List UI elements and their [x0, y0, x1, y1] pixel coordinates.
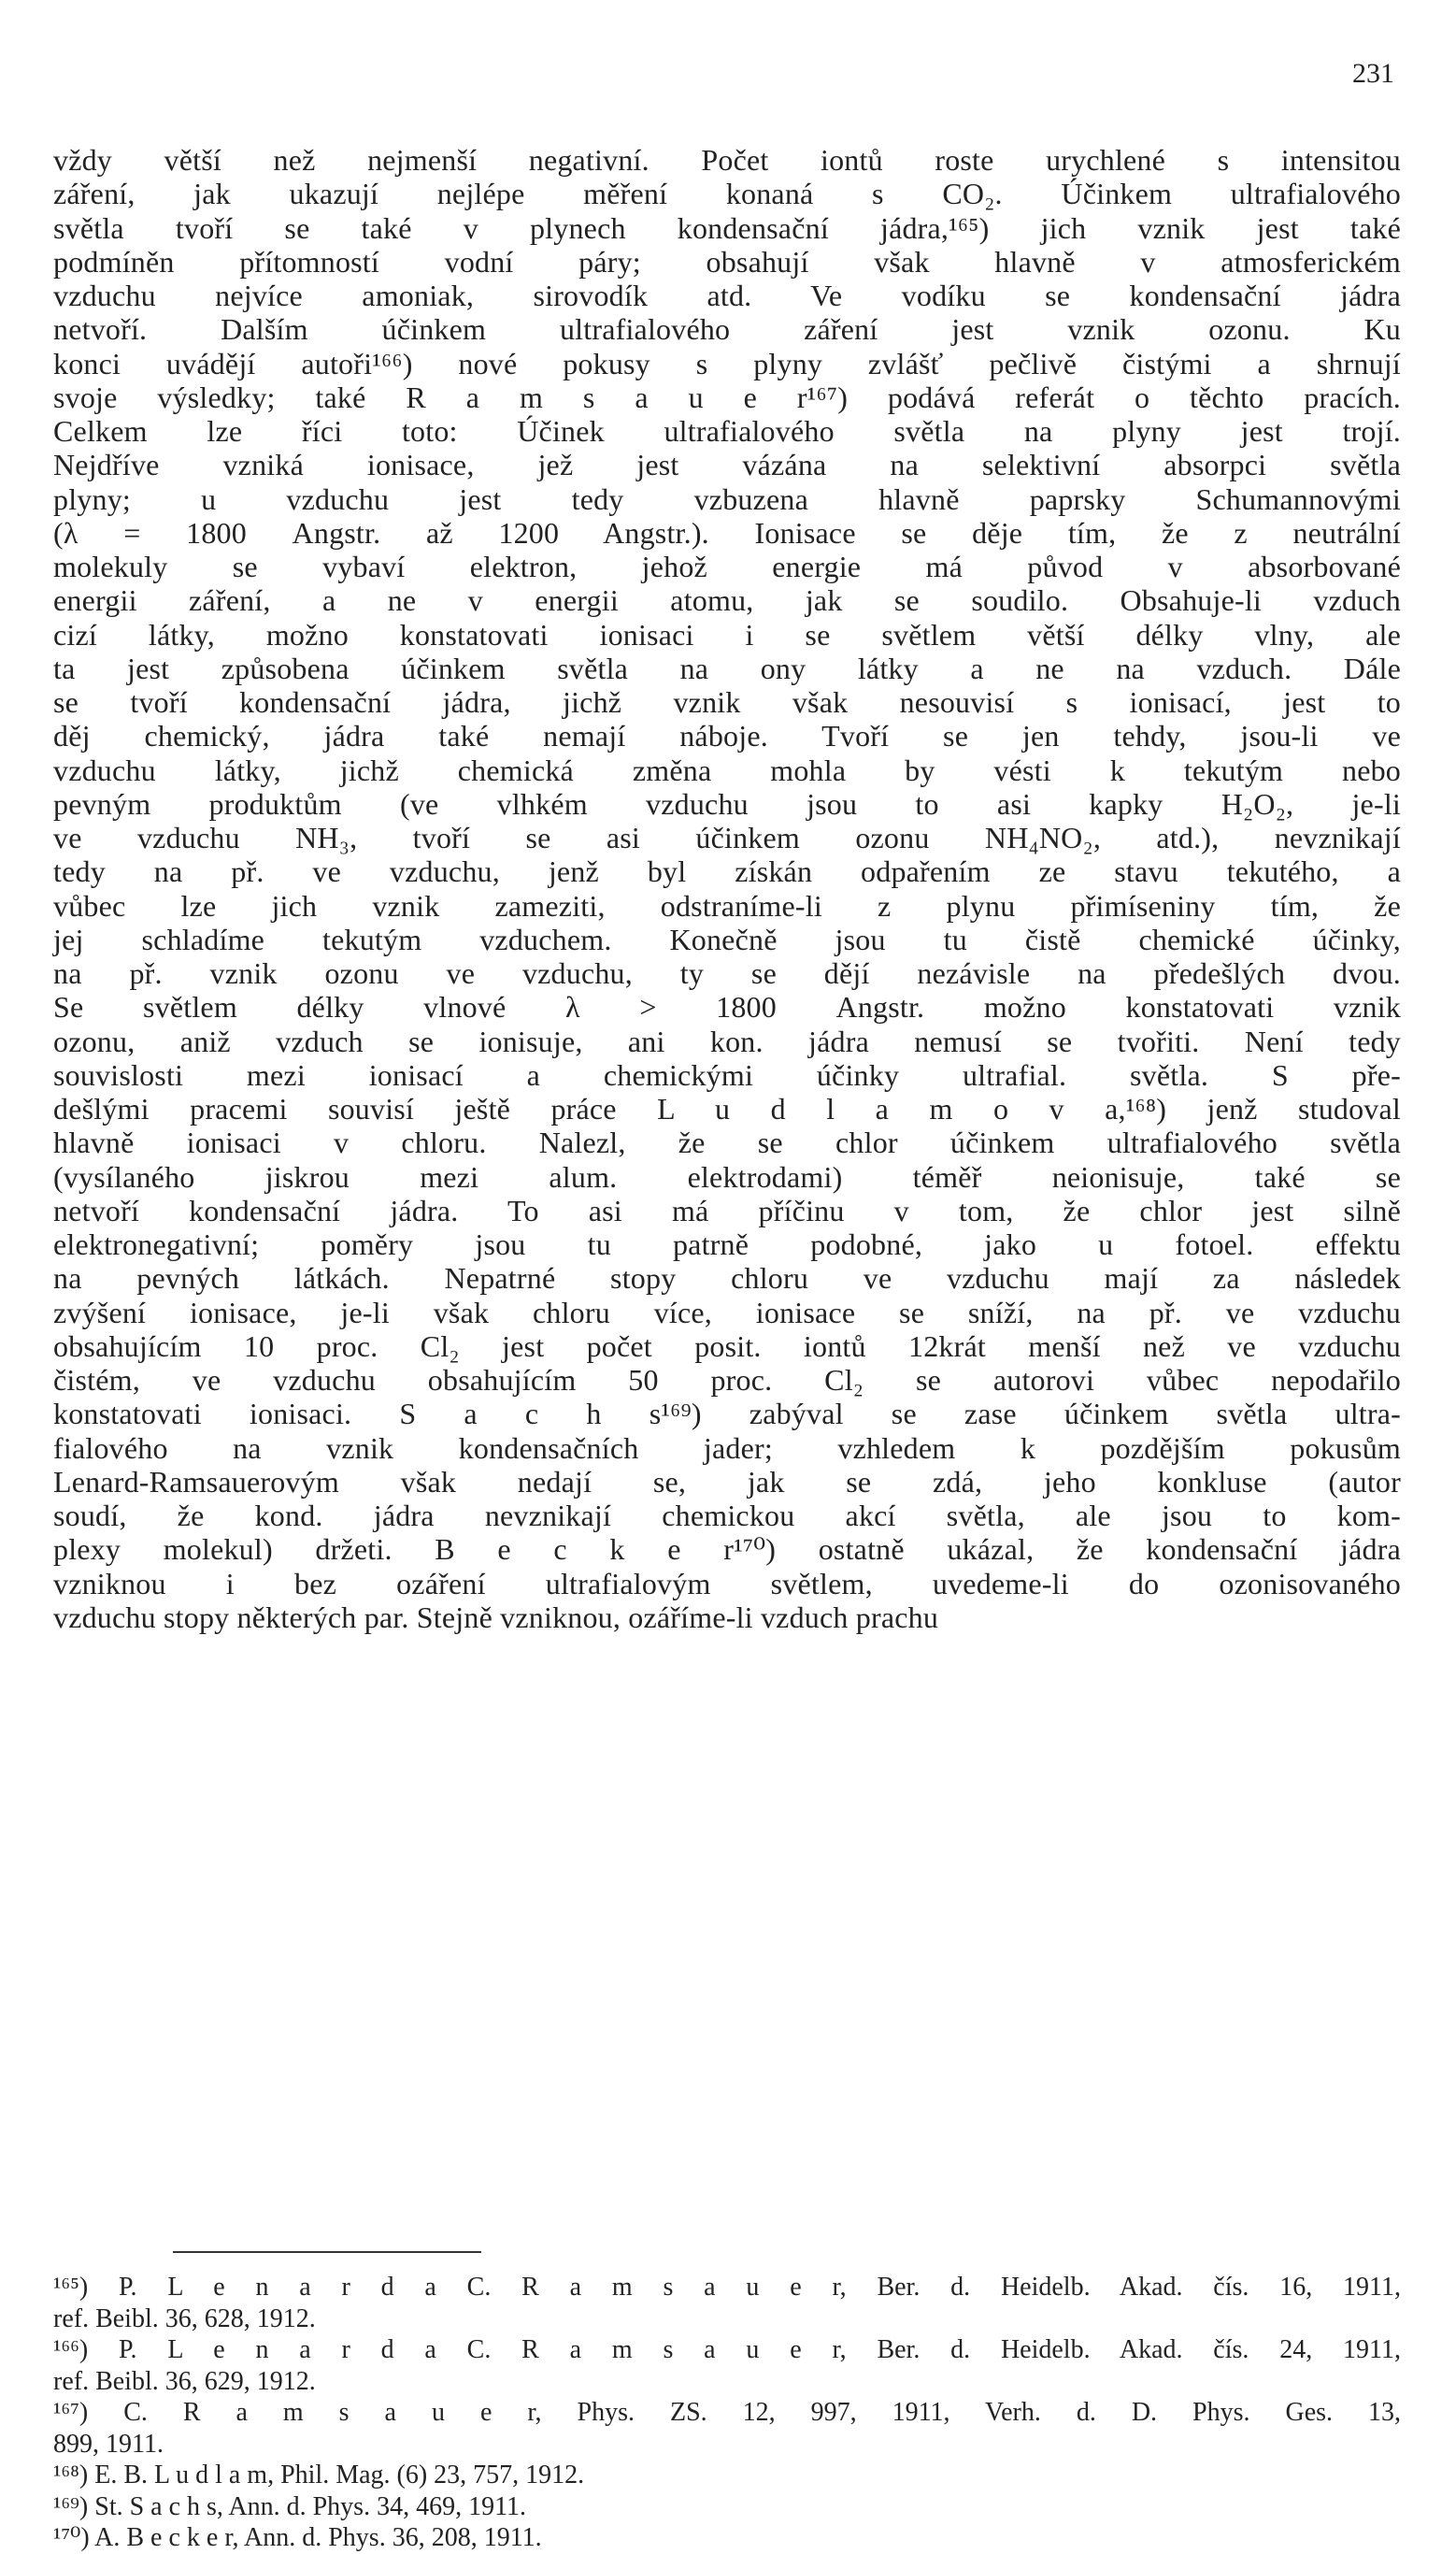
body-text-line: (λ = 1800 Angstr. až 1200 Angstr.). Ionisace se děje tím, že z neutrální: [53, 515, 1401, 550]
body-text-line: čistém, ve vzduchu obsahujícím 50 proc. Cl₂ se autorovi vůbec nepodařilo: [53, 1363, 1401, 1397]
body-text-line: vzduchu stopy některých par. Stejně vzniknou, ozáříme-li vzduch prachu: [53, 1600, 939, 1634]
body-text-line: podmíněn přítomností vodní páry; obsahují však hlavně v atmosferickém: [53, 244, 1401, 279]
body-text-line: vzduchu látky, jichž chemická změna mohla by vésti k tekutým nebo: [53, 753, 1401, 787]
body-text-line: plyny; u vzduchu jest tedy vzbuzena hlavně paprsky Schumannovými: [53, 481, 1401, 516]
body-text-line: tedy na př. ve vzduchu, jenž byl získán odpařením ze stavu tekutého, a: [53, 854, 1401, 889]
body-text-line: molekuly se vybaví elektron, jehož energie má původ v absorbované: [53, 550, 1401, 583]
body-text: [53, 143, 1401, 1634]
body-text-line: netvoří kondensační jádra. To asi má příčinu v tom, že chlor jest silně: [53, 1193, 1401, 1227]
body-text-line: konstatovati ionisaci. S a c h s¹⁶⁹) zabýval se zase účinkem světla ultra-: [53, 1397, 1401, 1431]
footnote-line: ¹⁶⁹) St. S a c h s, Ann. d. Phys. 34, 469, 1911.: [53, 2491, 527, 2521]
body-text-line: Se světlem délky vlnové λ > 1800 Angstr. možno konstatovati vznik: [53, 990, 1401, 1025]
body-text-line: elektronegativní; poměry jsou tu patrně podobné, jako u fotoel. effektu: [53, 1227, 1401, 1261]
footnote-line: ref. Beibl. 36, 628, 1912.: [53, 2303, 316, 2333]
body-text-line: dešlými pracemi souvisí ještě práce L u d l a m o v a,¹⁶⁸) jenž studoval: [53, 1092, 1401, 1126]
body-text-line: záření, jak ukazují nejlépe měření konaná s CO₂. Účinkem ultrafialového: [53, 177, 1401, 211]
footnote-line: ¹⁶⁵) P. L e n a r d a C. R a m s a u e r, Ber. d. Heidelb. Akad. čís. 16, 1911,: [53, 2273, 1401, 2302]
body-text-line: netvoří. Dalším účinkem ultrafialového záření jest vznik ozonu. Ku: [53, 312, 1401, 347]
body-text-line: souvislosti mezi ionisací a chemickými účinky ultrafial. světla. S pře-: [53, 1057, 1401, 1092]
footnote-line: ref. Beibl. 36, 629, 1912.: [53, 2366, 316, 2396]
footnote-line: ¹⁶⁸) E. B. L u d l a m, Phil. Mag. (6) 23, 757, 1912.: [53, 2461, 585, 2489]
footnote-line: ¹⁶⁶) P. L e n a r d a C. R a m s a u e r, Ber. d. Heidelb. Akad. čís. 24, 1911,: [53, 2335, 1401, 2364]
body-text-line: cizí látky, možno konstatovati ionisaci i se světlem větší délky vlny, ale: [53, 617, 1401, 652]
body-text-line: vzniknou i bez ozáření ultrafialovým světlem, uvedeme-li do ozonisovaného: [53, 1566, 1401, 1600]
body-text-line: (vysílaného jiskrou mezi alum. elektrodami) téměř neionisuje, také se: [53, 1159, 1401, 1194]
footnote-separator-rule: [173, 2251, 481, 2253]
footnote-line: ¹⁷⁰) A. B e c k e r, Ann. d. Phys. 36, 208, 1911.: [53, 2523, 542, 2552]
body-text-line: hlavně ionisaci v chloru. Nalezl, že se chlor účinkem ultrafialového světla: [53, 1126, 1401, 1160]
body-text-line: zvýšení ionisace, je-li však chloru více, ionisace se sníží, na př. ve vzduchu: [53, 1295, 1401, 1329]
footnotes: [53, 2272, 1401, 2554]
body-text-line: děj chemický, jádra také nemají náboje. Tvoří se jen tehdy, jsou-li ve: [53, 719, 1401, 753]
body-text-line: jej schladíme tekutým vzduchem. Konečně jsou tu čistě chemické účinky,: [53, 922, 1401, 956]
body-text-line: na pevných látkách. Nepatrné stopy chloru ve vzduchu mají za následek: [53, 1261, 1401, 1296]
body-text-line: vzduchu nejvíce amoniak, sirovodík atd. Ve vodíku se kondensační jádra: [53, 279, 1401, 312]
body-text-line: ozonu, aniž vzduch se ionisuje, ani kon. jádra nemusí se tvořiti. Není tedy: [53, 1024, 1401, 1058]
body-text-line: soudí, že kond. jádra nevznikají chemickou akcí světla, ale jsou to kom-: [53, 1499, 1401, 1532]
body-text-line: Lenard-Ramsauerovým však nedají se, jak se zdá, jeho konkluse (autor: [53, 1464, 1401, 1499]
body-text-line: ve vzduchu NH₃, tvoří se asi účinkem ozonu NH₄NO₂, atd.), nevznikají: [53, 821, 1401, 854]
body-text-line: fialového na vznik kondensačních jader; vzhledem k pozdějším pokusům: [53, 1430, 1401, 1465]
body-text-line: obsahujícím 10 proc. Cl₂ jest počet posit. iontů 12krát menší než ve vzduchu: [53, 1328, 1401, 1363]
body-text-line: vůbec lze jich vznik zameziti, odstraníme-li z plynu přimíseniny tím, že: [53, 888, 1401, 923]
body-text-line: energii záření, a ne v energii atomu, jak se soudilo. Obsahuje-li vzduch: [53, 583, 1401, 618]
body-text-line: na př. vznik ozonu ve vzduchu, ty se dějí nezávisle na předešlých dvou.: [53, 956, 1401, 990]
body-text-line: pevným produktům (ve vlhkém vzduchu jsou to asi kapky H₂O₂, je-li: [53, 786, 1401, 821]
page-number: 231: [1352, 58, 1394, 89]
body-text-line: svoje výsledky; také R a m s a u e r¹⁶⁷) podává referát o těchto pracích.: [53, 380, 1401, 414]
body-text-line: plexy molekul) držeti. B e c k e r¹⁷⁰) ostatně ukázal, že kondensační jádra: [53, 1532, 1401, 1567]
footnote-line: ¹⁶⁷) C. R a m s a u e r, Phys. ZS. 12, 997, 1911, Verh. d. D. Phys. Ges. 13,: [53, 2398, 1401, 2427]
body-text-line: se tvoří kondensační jádra, jichž vznik však nesouvisí s ionisací, jest to: [53, 685, 1401, 719]
body-text-line: Nejdříve vzniká ionisace, jež jest vázána na selektivní absorpci světla: [53, 448, 1401, 482]
body-text-line: Celkem lze říci toto: Účinek ultrafialového světla na plyny jest trojí.: [53, 414, 1401, 448]
body-text-line: ta jest způsobena účinkem světla na ony látky a ne na vzduch. Dále: [53, 651, 1401, 685]
body-text-line: konci uvádějí autoři¹⁶⁶) nové pokusy s plyny zvlášť pečlivě čistými a shrnují: [53, 346, 1401, 380]
footnote-line: 899, 1911.: [53, 2429, 164, 2459]
body-text-line: světla tvoří se také v plynech kondensační jádra,¹⁶⁵) jich vznik jest také: [53, 210, 1401, 245]
body-text-line: vždy větší než nejmenší negativní. Počet iontů roste urychlené s intensitou: [53, 143, 1401, 177]
